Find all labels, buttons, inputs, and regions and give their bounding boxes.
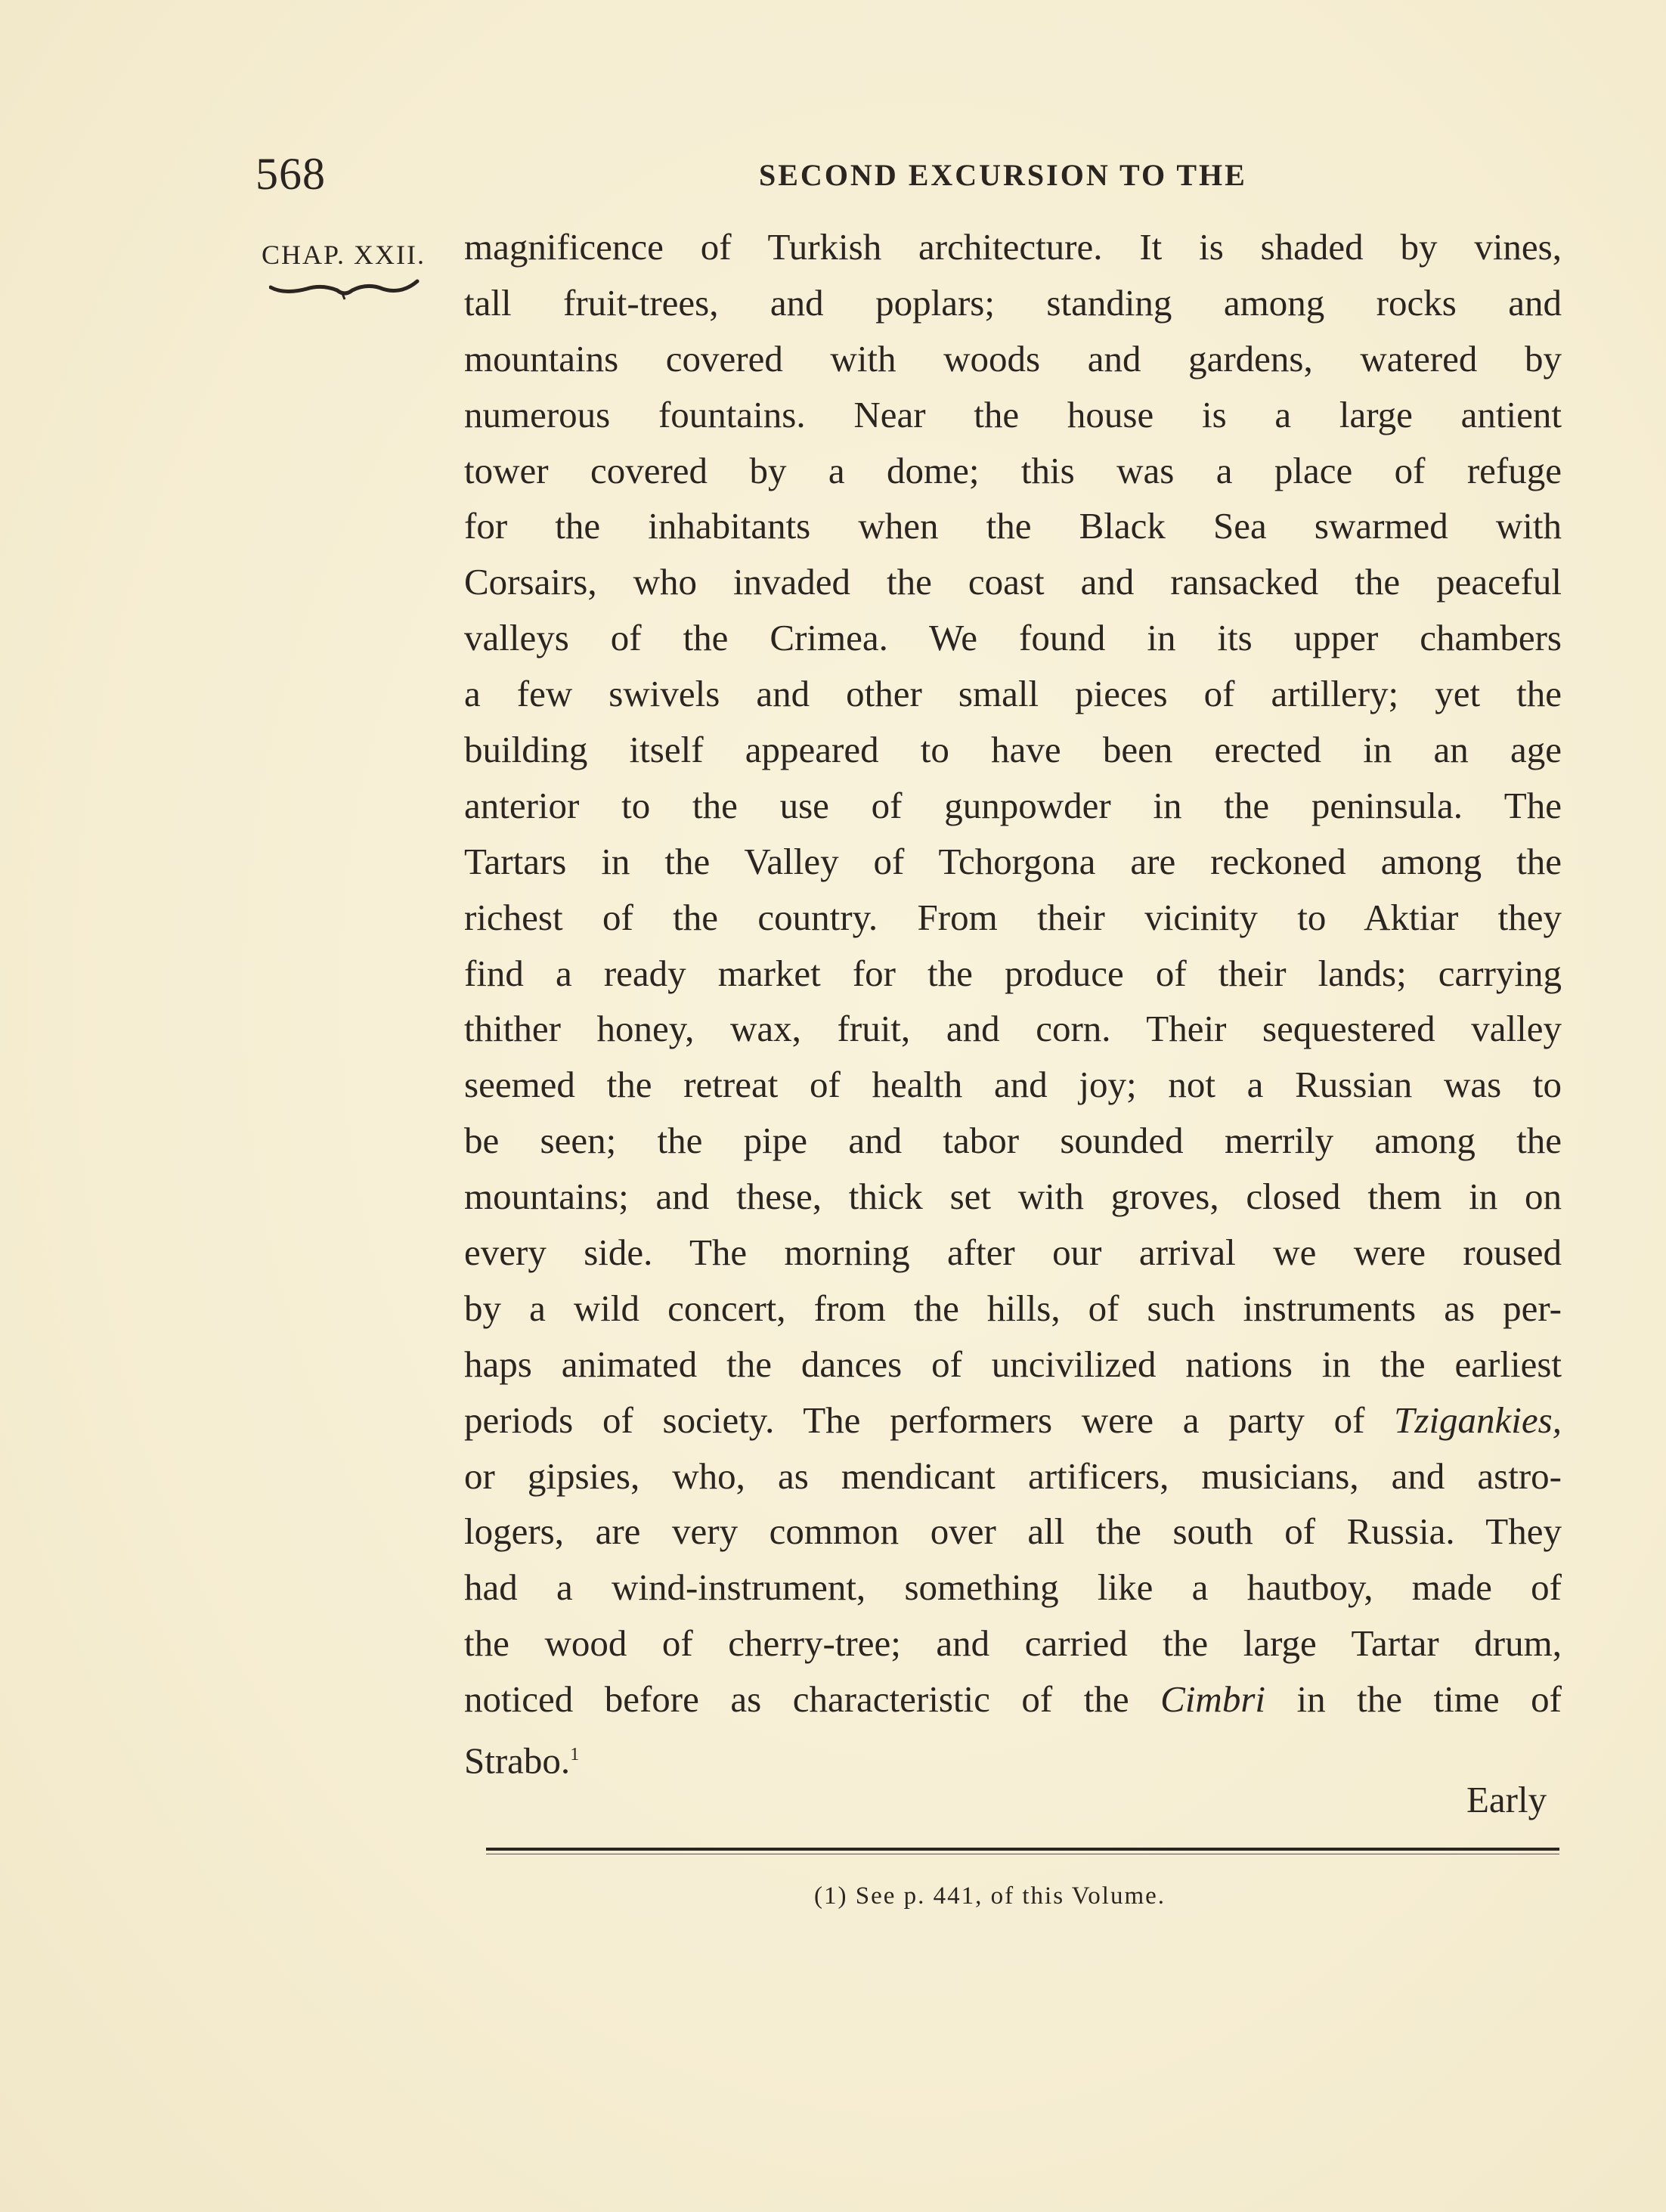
text-line: for the inhabitants when the Black Sea swarmed with — [464, 505, 1562, 547]
text-line: mountains covered with woods and gardens, watered by — [464, 337, 1562, 380]
page-number: 568 — [255, 149, 326, 199]
text-line: find a ready market for the produce of their lands; carrying — [464, 952, 1562, 994]
text-line: richest of the country. From their vicinity to Aktiar they — [464, 896, 1562, 938]
text-line — [464, 1393, 1562, 1448]
text-segment: in the time of — [1265, 1678, 1562, 1721]
footnote-reference[interactable]: 1 — [570, 1745, 580, 1765]
text-line: a few swivels and other small pieces of artillery; yet the — [464, 673, 1562, 715]
ornament-flourish-icon — [269, 274, 420, 304]
text-line: mountains; and these, thick set with groves, closed them in on — [464, 1176, 1562, 1218]
running-head: SECOND EXCURSION TO THE — [759, 158, 1247, 192]
text-line: tall fruit-trees, and poplars; standing among rocks and — [464, 281, 1562, 324]
text-line: seemed the retreat of health and joy; not a Russian was to — [464, 1064, 1562, 1106]
text-line: anterior to the use of gunpowder in the peninsula. The — [464, 784, 1562, 826]
footnote-divider — [486, 1848, 1559, 1851]
text-line — [464, 1727, 1562, 1783]
text-line: numerous fountains. Near the house is a large antient — [464, 393, 1562, 435]
text-line: building itself appeared to have been erected in an age — [464, 729, 1562, 771]
text-line: Tartars in the Valley of Tchorgona are reckoned among the — [464, 840, 1562, 882]
footnote: (1) See p. 441, of this Volume. — [814, 1882, 1166, 1910]
text-line: tower covered by a dome; this was a place of refuge — [464, 449, 1562, 491]
text-line: valleys of the Crimea. We found in its upper chambers — [464, 617, 1562, 659]
italic-term: Cimbri — [1160, 1678, 1266, 1721]
text-line: magnificence of Turkish architecture. It is shaded by vines, — [464, 226, 1562, 268]
body-text — [464, 219, 1562, 1783]
text-line: thither honey, wax, fruit, and corn. Their sequestered valley — [464, 1008, 1562, 1050]
text-line: be seen; the pipe and tabor sounded merrily among the — [464, 1120, 1562, 1162]
text-line: or gipsies, who, as mendicant artificers, musicians, and astro- — [464, 1455, 1562, 1497]
text-segment: Strabo. — [464, 1740, 571, 1782]
text-line: Corsairs, who invaded the coast and ransacked the peaceful — [464, 561, 1562, 603]
text-segment: periods of society. The performers were a party of — [464, 1399, 1395, 1441]
text-line: by a wild concert, from the hills, of such instruments as per- — [464, 1287, 1562, 1329]
text-line: haps animated the dances of uncivilized nations in the earliest — [464, 1343, 1562, 1385]
italic-term: Tzigankies, — [1394, 1399, 1562, 1441]
catchword: Early — [1466, 1779, 1547, 1820]
text-line: every side. The morning after our arrival we were roused — [464, 1231, 1562, 1274]
text-line: had a wind-instrument, something like a hautboy, made of — [464, 1566, 1562, 1609]
text-segment: noticed before as characteristic of the — [464, 1678, 1161, 1721]
text-line — [464, 1671, 1562, 1727]
text-line: the wood of cherry-tree; and carried the large Tartar drum, — [464, 1622, 1562, 1665]
text-line: logers, are very common over all the south of Russia. They — [464, 1510, 1562, 1553]
chapter-margin-note: CHAP. XXII. — [262, 240, 426, 270]
